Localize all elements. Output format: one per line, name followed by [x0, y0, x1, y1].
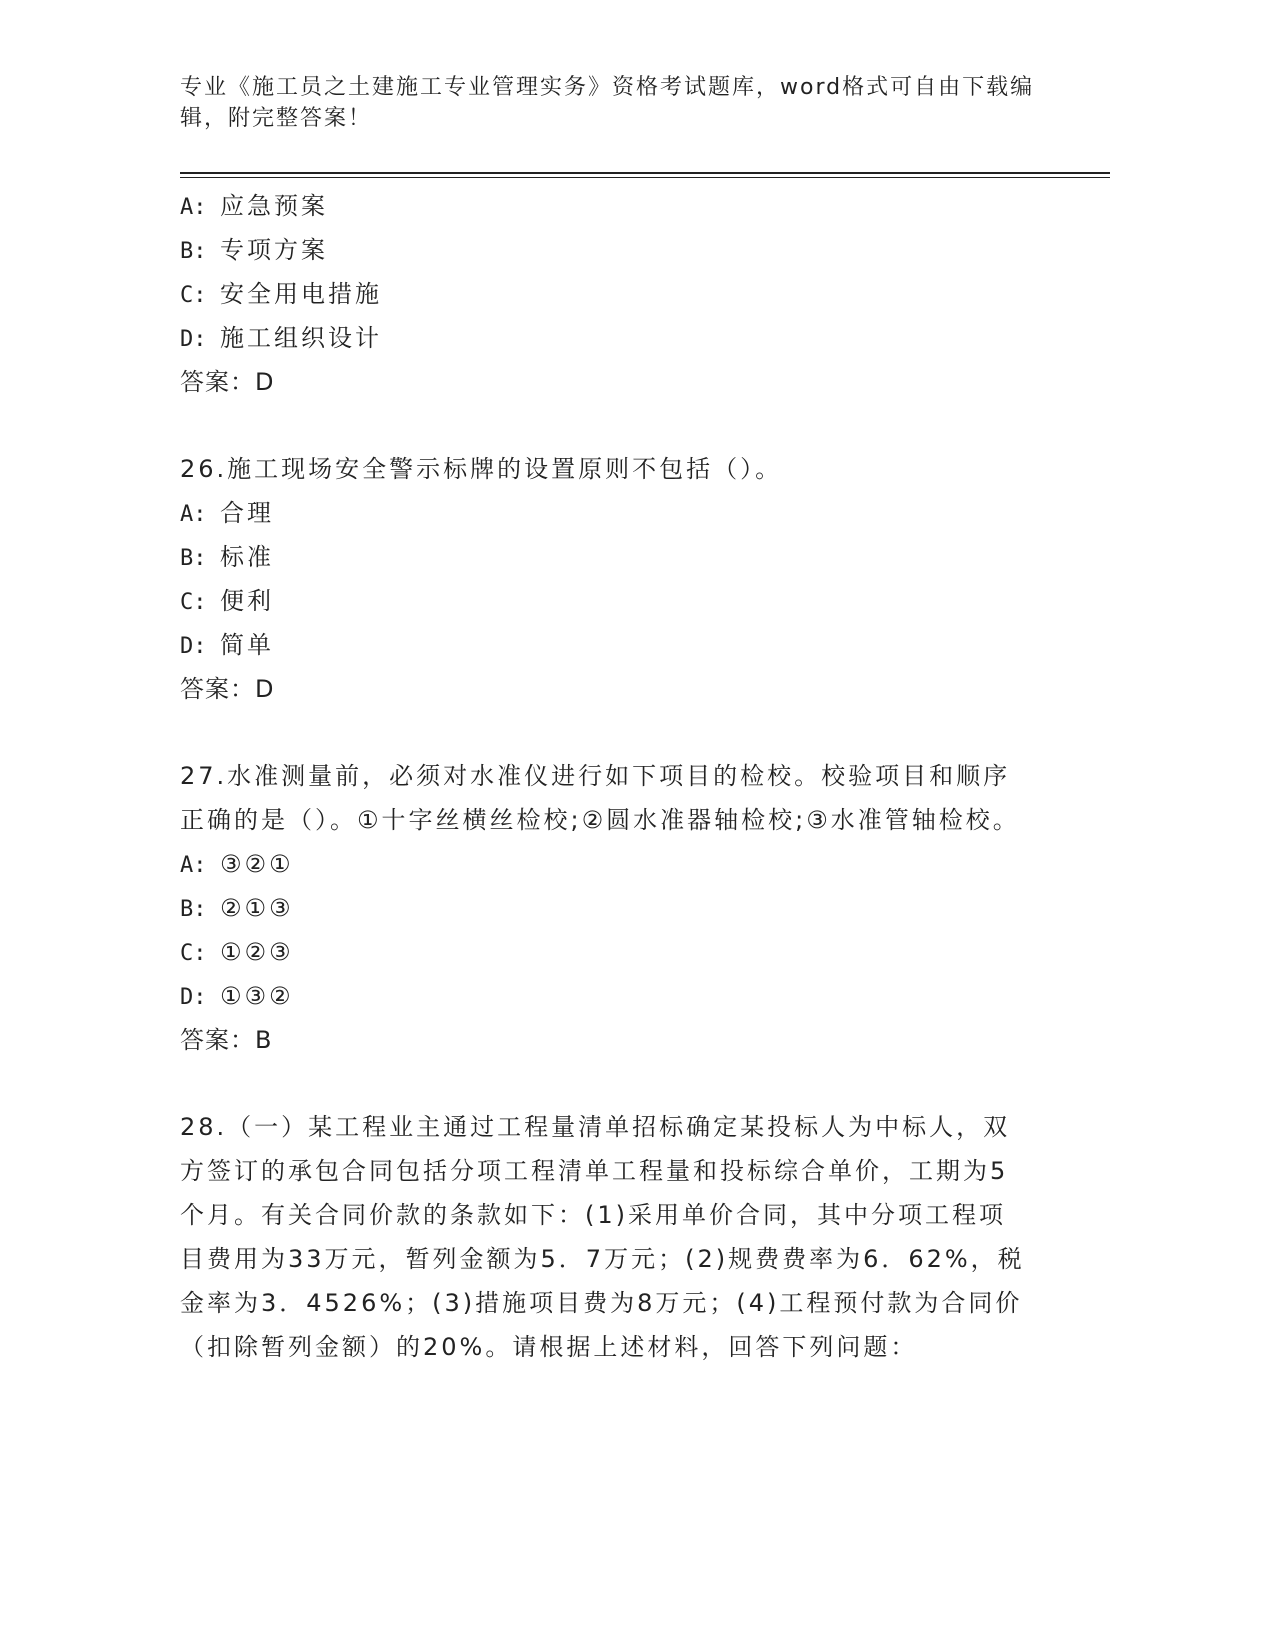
- question-gap: [180, 1062, 1060, 1105]
- answer-line: 答案：B: [180, 1026, 273, 1054]
- option-a: [180, 184, 1060, 228]
- option-letter: B:: [180, 239, 207, 264]
- option-a: [180, 491, 1060, 535]
- option-text: 简单: [220, 631, 274, 659]
- option-text: 应急预案: [220, 192, 328, 220]
- question-28: [180, 1105, 1060, 1369]
- question-gap: [180, 404, 1060, 447]
- option-letter: C:: [180, 590, 207, 615]
- option-d: [180, 623, 1060, 667]
- option-d: [180, 316, 1060, 360]
- document-body: [180, 184, 1060, 1369]
- question-gap: [180, 711, 1060, 754]
- document-header: 专业《施工员之土建施工专业管理实务》资格考试题库，word格式可自由下载编辑，附完整答案！: [180, 75, 1035, 131]
- answer-line: 答案：D: [180, 368, 275, 396]
- option-text: 施工组织设计: [220, 324, 382, 352]
- option-text: ②①③: [220, 894, 294, 922]
- option-c: [180, 930, 1060, 974]
- question-26: [180, 447, 1060, 711]
- option-letter: C:: [180, 941, 207, 966]
- option-letter: B:: [180, 546, 207, 571]
- option-text: 便利: [220, 587, 274, 615]
- answer-line: 答案：D: [180, 675, 275, 703]
- option-letter: D:: [180, 985, 207, 1010]
- question-stem: 27.水准测量前，必须对水准仪进行如下项目的检校。校验项目和顺序正确的是（）。①十字丝横丝检校;②圆水准器轴检校;③水准管轴检校。: [180, 762, 1020, 834]
- option-text: ①③②: [220, 982, 294, 1010]
- option-c: [180, 272, 1060, 316]
- header-divider-thin: [180, 177, 1110, 178]
- option-text: 标准: [220, 543, 274, 571]
- option-c: [180, 579, 1060, 623]
- option-letter: A:: [180, 195, 207, 220]
- header-divider: [180, 172, 1110, 174]
- option-b: [180, 886, 1060, 930]
- option-text: 专项方案: [220, 236, 328, 264]
- option-text: 安全用电措施: [220, 280, 382, 308]
- option-letter: D:: [180, 634, 207, 659]
- option-b: [180, 228, 1060, 272]
- option-text: ①②③: [220, 938, 294, 966]
- option-letter: D:: [180, 327, 207, 352]
- option-d: [180, 974, 1060, 1018]
- question-stem: 26.施工现场安全警示标牌的设置原则不包括（）。: [180, 455, 783, 483]
- option-letter: A:: [180, 853, 207, 878]
- question-27: [180, 754, 1060, 1062]
- option-letter: A:: [180, 502, 207, 527]
- option-a: [180, 842, 1060, 886]
- question-25-options: [180, 184, 1060, 404]
- option-letter: C:: [180, 283, 207, 308]
- option-text: ③②①: [220, 850, 294, 878]
- option-text: 合理: [220, 499, 274, 527]
- question-stem: 28.（一）某工程业主通过工程量清单招标确定某投标人为中标人，双方签订的承包合同包括分项工程清单工程量和投标综合单价，工期为5个月。有关合同价款的条款如下：(1)采用单价合同，其中分项工程项目费用为33万元，暂列金额为5．7万元；(2)规费费率为6．62%，税金率为3．4526%；(3)措施项目费为8万元；(4)工程预付款为合同价（扣除暂列金额）的20%。请根据上述材料，回答下列问题：: [180, 1113, 1025, 1361]
- option-b: [180, 535, 1060, 579]
- option-letter: B:: [180, 897, 207, 922]
